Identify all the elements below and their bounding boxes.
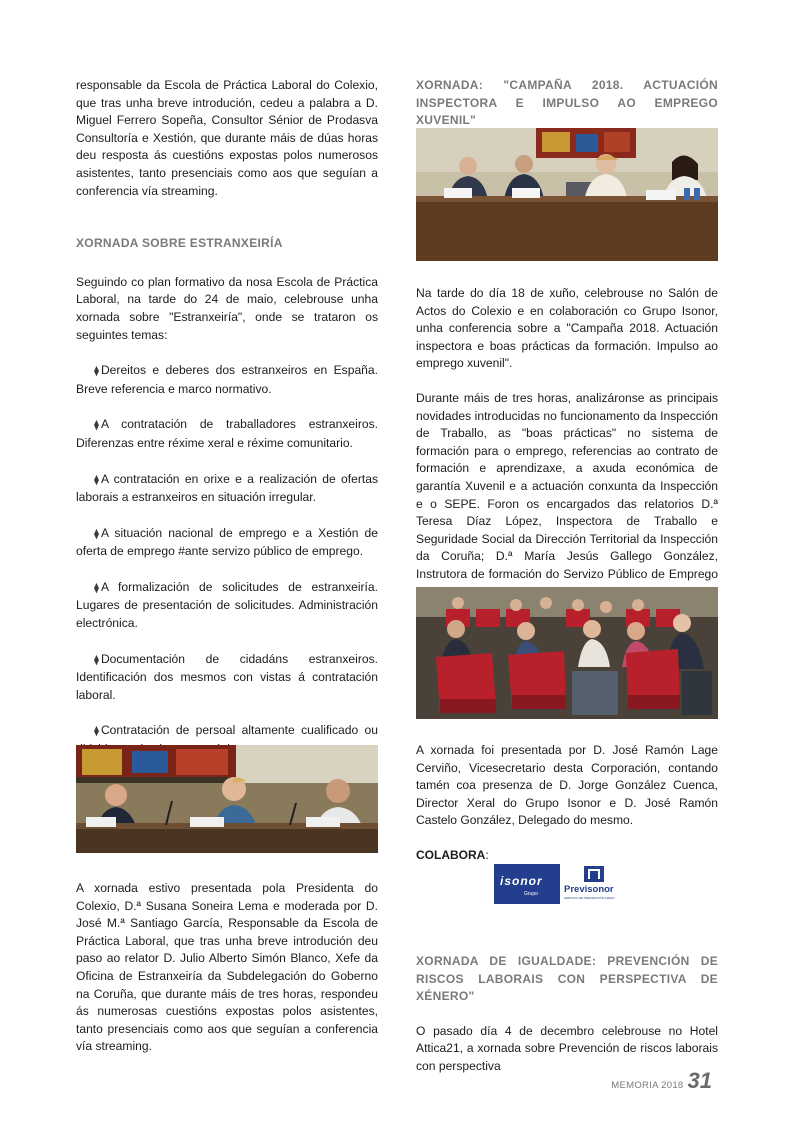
section-heading-igualdade: XORNADA DE IGUALDADE: PREVENCIÓN DE RISCOS LABORAIS CON PERSPECTIVA DE XÉNERO" <box>416 954 718 1004</box>
campana-paragraph-1: Na tarde do día 18 de xuño, celebrouse no Salón de Actos do Colexio e en colaboración co Grupo Isonor, unha conferencia sobre a "Campaña 2018. Actuación inspectora e boas prácticas da formación. Impulso ao emprego xuvenil". <box>416 286 718 371</box>
diamond-bullet-icon: ⧫ <box>94 474 99 486</box>
diamond-bullet-icon: ⧫ <box>94 366 99 378</box>
left-closing-text <box>76 880 378 1056</box>
photo-estranxeiria-panel <box>76 745 378 853</box>
campana-paragraph-3: A xornada foi presentada por D. José Ramón Lage Cerviño, Vicesecretario desta Corporación, contando tamén coa presenza de D. Jorge González Cuenca, Director Xeral do Grupo Isonor e D. José Ramón Castelo González, Delegado do mesmo. <box>416 743 718 828</box>
right-campana-text <box>416 285 718 619</box>
topic-item: ⧫ Dereitos e deberes dos estranxeiros en España. Breve referencia e marco normativo. <box>76 363 378 396</box>
photo-campana-audience <box>416 587 718 719</box>
photo-campana-panel <box>416 128 718 261</box>
isonor-logo-subtitle: Grupo <box>524 891 538 897</box>
estranxeiria-closing-paragraph: A xornada estivo presentada pola Presidenta do Colexio, D.ª Susana Soneira Lema e moderada por D. José M.ª Santiago García, Responsable da Escola de Práctica Laboral, que tras unha breve introdución deu paso ao relator D. Julio Alberto Simón Blanco, Xefe da Oficina de Estranxeiría da Subdelegación do Goberno na Coruña, que durante máis de tres horas, respondeu ás numerosas cuestións expostas polos asistentes, tanto presenciais como aos que seguían a conferencia vía streaming. <box>76 881 378 1054</box>
diamond-bullet-icon: ⧫ <box>94 726 99 738</box>
topic-item: ⧫ A contratación de traballadores estranxeiros. Diferenzas entre réxime xeral e réxime comunitario. <box>76 417 378 450</box>
topic-item: ⧫ Documentación de cidadáns estranxeiros. Identificación dos mesmos con vistas á contratación laboral. <box>76 651 378 702</box>
colabora-line: COLABORA: <box>416 847 489 862</box>
left-column <box>76 77 378 759</box>
igualdade-paragraph: O pasado día 4 de decembro celebrouse no Hotel Attica21, a xornada sobre Prevención de riscos laborais con perspectiva <box>416 1023 718 1073</box>
previsonor-logo-text: Previsonor <box>564 884 614 895</box>
right-presented-text <box>416 742 718 865</box>
footer-label: MEMORIA 2018 <box>611 1080 684 1091</box>
estranxeiria-intro-paragraph: Seguindo co plan formativo da nosa Escola de Práctica Laboral, na tarde do 24 de maio, celebrouse unha xornada sobre "Estranxeiría", onde se trataron os seguintes temas: <box>76 274 378 342</box>
diamond-bullet-icon: ⧫ <box>94 420 99 432</box>
previsonor-logo <box>562 864 628 904</box>
diamond-bullet-icon: ⧫ <box>94 654 99 666</box>
topic-item: ⧫ A situación nacional de emprego e a Xestión de oferta de emprego #ante servizo público de emprego. <box>76 525 378 559</box>
right-column <box>416 77 718 130</box>
section-heading-campana: XORNADA: "CAMPAÑA 2018. ACTUACIÓN INSPECTORA E IMPULSO AO EMPREGO XUVENIL" <box>416 78 718 128</box>
previsonor-logo-icon <box>584 866 604 882</box>
previsonor-logo-subtitle: SERVICIO DE PREVENCIÓN AJENO <box>564 896 615 900</box>
topic-item: ⧫ Contratación de persoal altamente cualificado ou <box>94 723 378 738</box>
diamond-bullet-icon: ⧫ <box>94 528 99 540</box>
intro-paragraph: responsable da Escola de Práctica Laboral do Colexio, que tras unha breve introdución, cedeu a palabra a D. Miguel Ferrero Sopeña, Consultor Sénior de Prodasva Consultoría e Xestión, que durante máis de dúas horas deu resposta ás cuestións expostas polos numerosos asistentes, tanto presenciais como aos que seguían a conferencia vía streaming. <box>76 78 378 198</box>
page-number: 31 <box>687 1068 712 1093</box>
diamond-bullet-icon: ⧫ <box>94 582 99 594</box>
topic-item: ⧫ A contratación en orixe e a realización de ofertas laborais a estranxeiros en situación irregular. <box>76 471 378 505</box>
isonor-logo <box>494 864 560 904</box>
colabora-label: COLABORA <box>416 847 486 862</box>
isonor-logo-mark: isonor <box>500 874 543 888</box>
topic-item: ⧫ A formalización de solicitudes de estranxeiría. Lugares de presentación de solicitudes. Administración electrónica. <box>76 579 378 631</box>
sponsor-logos <box>494 864 634 906</box>
section-heading-estranxeiria: XORNADA SOBRE ESTRANXEIRÍA <box>76 236 283 251</box>
page-footer <box>611 1068 712 1094</box>
right-igualdade-text <box>416 953 718 1076</box>
campana-paragraph-2: Durante máis de tres horas, analizáronse as principais novidades introducidas no funcionamento da Inspección de Traballo, as "boas prácticas" no sistema de formación para o emprego, referencias ao contrato de formación e aprendizaxe, a axuda económica de garantía Xuvenil e a actuación conxunta da Inspección e o SEPE. Foron os encargados das relatorios D.ª Teresa Díaz López, Inspectora de Traballo e Seguridade Social da Dirección Territorial da Inspección da Coruña; D.ª María Jesús Gallego González, Instrutora de formación do Servizo Público de Emprego <box>416 390 718 581</box>
